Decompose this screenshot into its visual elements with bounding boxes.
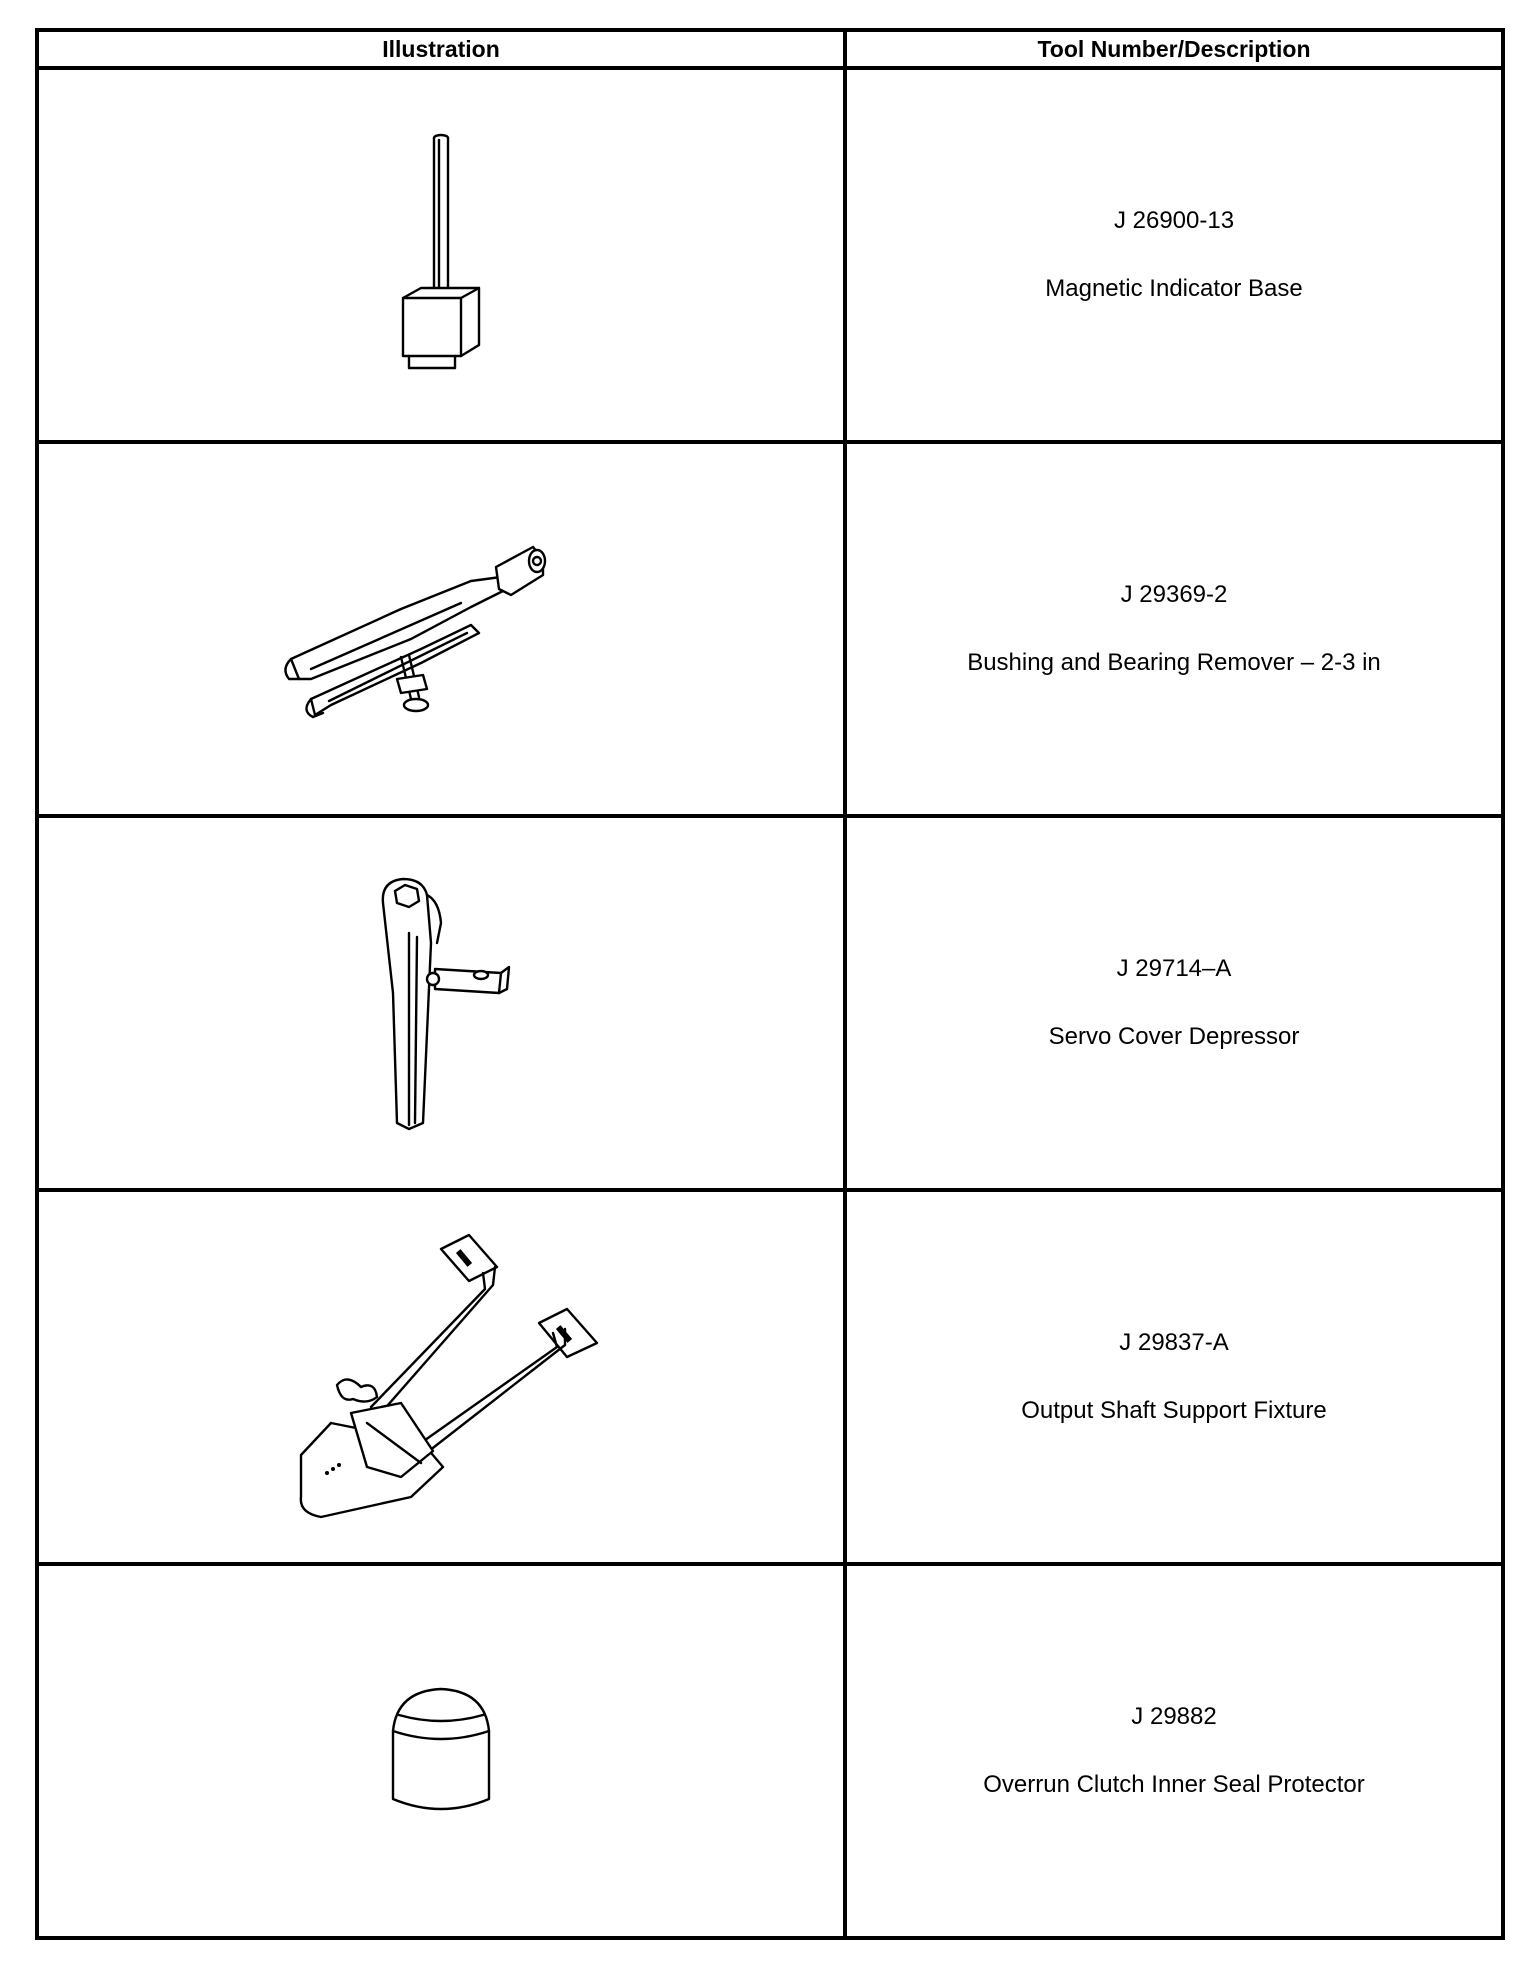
table-row	[37, 68, 1503, 442]
tool-description: Overrun Clutch Inner Seal Protector	[983, 1771, 1365, 1798]
illustration-cell	[37, 816, 845, 1190]
tool-number: J 29369-2	[1120, 581, 1228, 608]
illustration-cell	[37, 1190, 845, 1564]
tool-number: J 29837-A	[1119, 1329, 1229, 1356]
tool-cell	[845, 1564, 1503, 1938]
header-illustration: Illustration	[37, 30, 845, 68]
table-row	[37, 1190, 1503, 1564]
tool-number: J 29714–A	[1116, 955, 1232, 982]
illustration-cell	[37, 68, 845, 442]
magnetic-indicator-base-illustration	[381, 130, 501, 380]
illustration-cell	[37, 442, 845, 816]
tool-cell	[845, 442, 1503, 816]
tool-cell	[845, 816, 1503, 1190]
bushing-bearing-remover-illustration	[271, 529, 611, 729]
table-row	[37, 816, 1503, 1190]
tool-cell	[845, 1190, 1503, 1564]
header-tool-number-description: Tool Number/Description	[845, 30, 1503, 68]
table-header-row	[37, 30, 1503, 68]
tool-description: Servo Cover Depressor	[1048, 1023, 1300, 1050]
table-row	[37, 1564, 1503, 1938]
illustration-cell	[37, 1564, 845, 1938]
tools-table	[35, 28, 1505, 1940]
tool-cell	[845, 68, 1503, 442]
output-shaft-support-fixture-illustration	[271, 1227, 611, 1527]
tool-description: Output Shaft Support Fixture	[1021, 1397, 1327, 1424]
tool-number: J 26900-13	[1113, 207, 1235, 234]
tool-description: Magnetic Indicator Base	[1045, 275, 1303, 302]
tool-description: Bushing and Bearing Remover – 2-3 in	[967, 649, 1381, 676]
servo-cover-depressor-illustration	[351, 873, 531, 1133]
tool-number: J 29882	[1131, 1703, 1217, 1730]
table-row	[37, 442, 1503, 816]
seal-protector-illustration	[381, 1681, 501, 1821]
